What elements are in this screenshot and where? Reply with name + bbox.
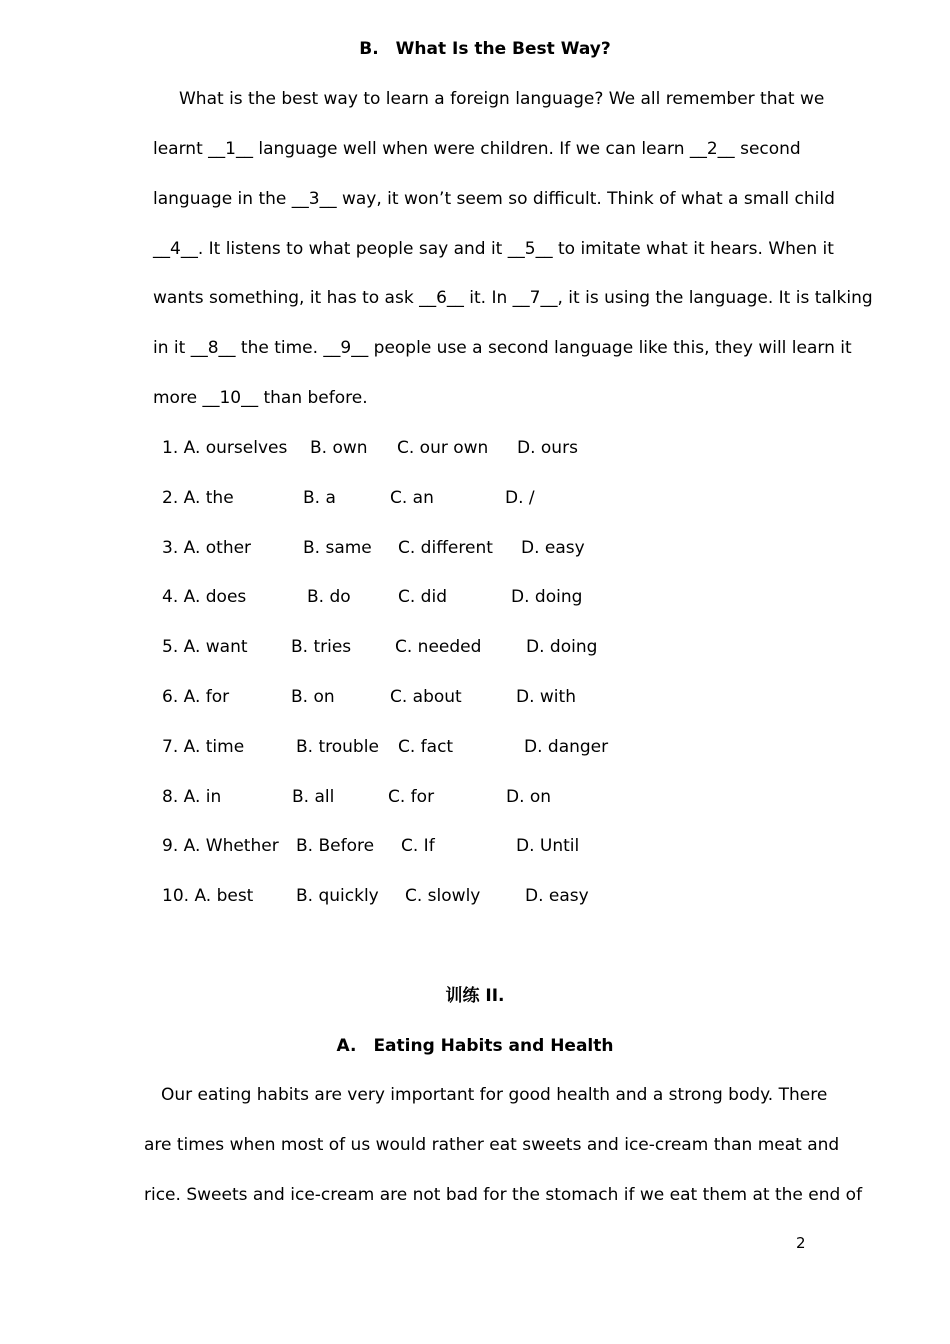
question-2-option-b: B. a	[303, 488, 336, 508]
passage-line: rice. Sweets and ice-cream are not bad for the stomach if we eat them at the end of	[144, 1185, 863, 1205]
question-10-option-b: B. quickly	[296, 886, 379, 906]
question-1-option-a: 1. A. ourselves	[162, 438, 288, 458]
question-3-option-d: D. easy	[521, 538, 585, 558]
passage-line: wants something, it has to ask __6__ it. In __7__, it is using the language. It is talking	[153, 288, 873, 308]
question-9-option-d: D. Until	[516, 836, 580, 856]
passage-line: __4__. It listens to what people say and it __5__ to imitate what it hears. When it	[153, 239, 834, 259]
section-b-title: B. What Is the Best Way?	[359, 39, 611, 59]
question-4-option-a: 4. A. does	[162, 587, 247, 607]
question-8-option-d: D. on	[506, 787, 552, 807]
passage-line: Our eating habits are very important for good health and a strong body. There	[161, 1085, 828, 1105]
question-7-option-c: C. fact	[398, 737, 454, 757]
question-9-option-b: B. Before	[296, 836, 375, 856]
page-number: 2	[796, 1234, 806, 1252]
question-10-option-c: C. slowly	[405, 886, 481, 906]
question-6-option-b: B. on	[291, 687, 335, 707]
question-1-option-d: D. ours	[517, 438, 578, 458]
question-7-option-d: D. danger	[524, 737, 609, 757]
training-heading: 训练 II.	[445, 986, 505, 1006]
question-3-option-a: 3. A. other	[162, 538, 252, 558]
passage-line: more __10__ than before.	[153, 388, 368, 408]
passage-line: language in the __3__ way, it won’t seem so difficult. Think of what a small child	[153, 189, 835, 209]
question-6-option-d: D. with	[516, 687, 576, 707]
question-4-option-c: C. did	[398, 587, 447, 607]
question-5-option-a: 5. A. want	[162, 637, 248, 657]
passage-line: What is the best way to learn a foreign language? We all remember that we	[179, 89, 825, 109]
question-9-option-c: C. If	[401, 836, 435, 856]
question-1-option-c: C. our own	[397, 438, 489, 458]
question-8-option-b: B. all	[292, 787, 335, 807]
question-5-option-d: D. doing	[526, 637, 598, 657]
question-9-option-a: 9. A. Whether	[162, 836, 279, 856]
question-3-option-b: B. same	[303, 538, 372, 558]
question-3-option-c: C. different	[398, 538, 493, 558]
question-8-option-a: 8. A. in	[162, 787, 222, 807]
passage-line: in it __8__ the time. __9__ people use a second language like this, they will learn it	[153, 338, 852, 358]
question-6-option-c: C. about	[390, 687, 462, 707]
question-7-option-b: B. trouble	[296, 737, 379, 757]
question-2-option-a: 2. A. the	[162, 488, 234, 508]
question-10-option-a: 10. A. best	[162, 886, 254, 906]
section-a-title: A. Eating Habits and Health	[336, 1036, 614, 1056]
question-2-option-c: C. an	[390, 488, 434, 508]
question-1-option-b: B. own	[310, 438, 368, 458]
question-5-option-c: C. needed	[395, 637, 482, 657]
passage-line: learnt __1__ language well when were children. If we can learn __2__ second	[153, 139, 801, 159]
question-4-option-b: B. do	[307, 587, 351, 607]
question-8-option-c: C. for	[388, 787, 435, 807]
question-10-option-d: D. easy	[525, 886, 589, 906]
question-2-option-d: D. /	[505, 488, 535, 508]
question-4-option-d: D. doing	[511, 587, 583, 607]
question-7-option-a: 7. A. time	[162, 737, 245, 757]
passage-line: are times when most of us would rather eat sweets and ice-cream than meat and	[144, 1135, 840, 1155]
question-6-option-a: 6. A. for	[162, 687, 230, 707]
question-5-option-b: B. tries	[291, 637, 352, 657]
